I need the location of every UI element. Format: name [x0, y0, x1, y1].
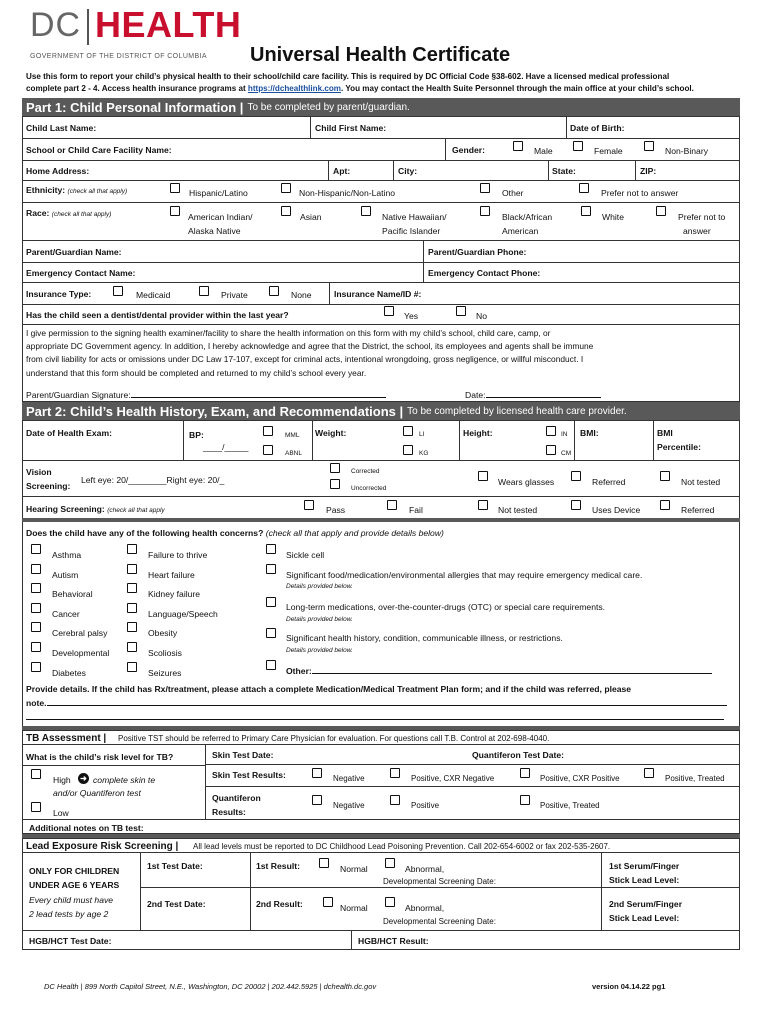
- intro-text: [26, 71, 742, 95]
- hearing-note: (check all that apply: [107, 507, 165, 514]
- gender-nonbinary-label: Non-Binary: [665, 146, 708, 156]
- part1-form: [22, 116, 740, 402]
- concern-longterm-label: Long-term medications, over-the-counter-drugs (OTC) or special care requirements.: [286, 602, 606, 612]
- child-first-name-field[interactable]: Child First Name:: [315, 123, 387, 133]
- ethnicity-other-label: Other: [502, 188, 524, 198]
- hearing-device-checkbox[interactable]: [571, 500, 581, 510]
- concern-col1-0-label: Asthma: [52, 550, 82, 560]
- concern-col1-2-checkbox[interactable]: [31, 583, 41, 593]
- tb-high-note-2: and/or Quantiferon test: [53, 788, 141, 798]
- lead-serum1-label-1: 1st Serum/Finger: [609, 861, 680, 871]
- concerns-question: [26, 528, 444, 538]
- hearing-referred-label: Referred: [681, 505, 715, 515]
- row-school-gender: [23, 139, 739, 161]
- concern-col2-4-label: Obesity: [148, 628, 178, 638]
- ethnicity-prefer-label: Prefer not to answer: [601, 188, 679, 198]
- concern-allergy-checkbox[interactable]: [266, 564, 276, 574]
- weight-field[interactable]: Weight:: [315, 428, 347, 438]
- hgb-result-field[interactable]: HGB/HCT Result:: [358, 936, 429, 946]
- tb-skin-results-row: [206, 765, 739, 787]
- weight-lb-checkbox[interactable]: [403, 426, 413, 436]
- tb-skin-negative-label: Negative: [333, 774, 365, 783]
- ethnicity-nonhispanic-label: Non-Hispanic/Non-Latino: [299, 188, 396, 198]
- tb-quant-negative-label: Negative: [333, 801, 365, 810]
- insurance-none-checkbox[interactable]: [269, 286, 279, 296]
- ethnicity-other-checkbox[interactable]: [480, 183, 490, 193]
- row-exam: [23, 421, 739, 461]
- lead-hgb-row: [23, 930, 739, 950]
- home-address-field[interactable]: Home Address:: [26, 166, 90, 176]
- city-field[interactable]: City:: [398, 166, 418, 176]
- ethnicity-nonhispanic-checkbox[interactable]: [281, 183, 291, 193]
- tb-skin-poscxrpos-label: Positive, CXR Positive: [540, 774, 620, 783]
- concern-col2-3-label: Language/Speech: [148, 609, 218, 619]
- concern-col1-1-label: Autism: [52, 570, 79, 580]
- tb-high-label: High: [53, 775, 71, 785]
- concern-col2-1-checkbox[interactable]: [127, 564, 137, 574]
- concern-col1-1-checkbox[interactable]: [31, 564, 41, 574]
- child-last-name-field[interactable]: Child Last Name:: [26, 123, 97, 133]
- concern-other-label: Other:: [286, 666, 312, 676]
- row-parent: [23, 241, 739, 263]
- gender-male-label: Male: [534, 146, 553, 156]
- hearing-fail-label: Fail: [409, 505, 423, 515]
- footer-version: version 04.14.22 pg1: [592, 982, 666, 991]
- vision-uncorrected-label: Uncorrected: [351, 485, 387, 492]
- vision-uncorrected-checkbox[interactable]: [330, 479, 340, 489]
- insurance-type-label: Insurance Type:: [26, 289, 92, 299]
- dentist-yes-checkbox[interactable]: [384, 306, 394, 316]
- lead-subtitle: All lead levels must be reported to DC Childhood Lead Poisoning Prevention. Call 202-654-6002 or fax 202-535-2607.: [193, 842, 611, 851]
- concern-col1-4-checkbox[interactable]: [31, 622, 41, 632]
- vision-corrected-label: Corrected: [351, 468, 380, 475]
- concern-col2-0-label: Failure to thrive: [148, 550, 208, 560]
- bp-abnl-checkbox[interactable]: [263, 445, 273, 455]
- gender-nonbinary-checkbox[interactable]: [644, 141, 654, 151]
- intro-line-2b: . You may contact the Health Suite Personnel through the main office at your child’s school.: [341, 84, 694, 93]
- concern-col1-5-checkbox[interactable]: [31, 642, 41, 652]
- logo-divider: [87, 9, 89, 45]
- arrow-right-icon: ➜: [78, 773, 89, 784]
- gender-female-label: Female: [594, 146, 623, 156]
- tb-date-row: [206, 745, 739, 765]
- ethnicity-note: (check all that apply): [67, 188, 128, 195]
- race-amind-checkbox[interactable]: [170, 206, 180, 216]
- tb-skin-results-label: Skin Test Results:: [212, 770, 286, 780]
- race-note: (check all that apply): [51, 211, 112, 218]
- emergency-phone-field[interactable]: Emergency Contact Phone:: [428, 268, 541, 278]
- tb-skin-poscxrneg-label: Positive, CXR Negative: [411, 774, 495, 783]
- race-nh-checkbox[interactable]: [361, 206, 371, 216]
- parent-phone-field[interactable]: Parent/Guardian Phone:: [428, 247, 527, 257]
- longterm-details-note: Details provided below.: [286, 616, 353, 623]
- insurance-none-label: None: [291, 290, 312, 300]
- vision-label-1: Vision: [26, 467, 52, 477]
- lead-test1-date-field[interactable]: 1st Test Date:: [147, 861, 203, 871]
- concern-sickle-checkbox[interactable]: [266, 544, 276, 554]
- provide-details-field[interactable]: [26, 698, 727, 708]
- logo-health: HEALTH: [95, 4, 242, 45]
- race-prefer-checkbox[interactable]: [656, 206, 666, 216]
- lead-only-1: ONLY FOR CHILDREN: [29, 866, 120, 876]
- race-black-label-2: American: [502, 226, 539, 236]
- weight-lb-label: LI: [419, 431, 425, 438]
- concern-col2-5-checkbox[interactable]: [127, 642, 137, 652]
- footer-address: DC Health | 899 North Capitol Street, N.E., Washington, DC 20002 | 202.442.5925 | dchealth.dc.gov: [44, 982, 377, 991]
- hearing-pass-label: Pass: [326, 505, 346, 515]
- provide-details-text: Provide details. If the child has Rx/treatment, please attach a complete Medication/Medical Treatment Plan form; and if the child was referred, please: [26, 684, 632, 694]
- concerns-section: [22, 522, 740, 726]
- concern-allergy-label: Significant food/medication/environmental allergies that may require emergency medical care.: [286, 570, 643, 580]
- emergency-name-field[interactable]: Emergency Contact Name:: [26, 268, 136, 278]
- insurance-medicaid-label: Medicaid: [136, 290, 171, 300]
- race-amind-label-1: American Indian/: [188, 212, 253, 222]
- race-label-text: Race:: [26, 208, 50, 218]
- lead-serum2-field[interactable]: Stick Lead Level:: [609, 913, 680, 923]
- parent-name-field[interactable]: Parent/Guardian Name:: [26, 247, 122, 257]
- tb-title: TB Assessment |: [26, 733, 107, 744]
- vision-nottested-checkbox[interactable]: [660, 471, 670, 481]
- lead-info-box: [23, 853, 141, 930]
- dentist-no-label: No: [476, 311, 487, 321]
- insurance-medicaid-checkbox[interactable]: [113, 286, 123, 296]
- race-prefer-label-1: Prefer not to: [678, 212, 726, 222]
- lead-test1-abnormal-checkbox[interactable]: [385, 858, 395, 868]
- ethnicity-label: [26, 185, 127, 195]
- concern-col1-2-label: Behavioral: [52, 589, 93, 599]
- lead-test2-date-field[interactable]: 2nd Test Date:: [147, 899, 206, 909]
- part1-header: [22, 98, 740, 116]
- history-details-note: Details provided below.: [286, 647, 353, 654]
- lead-test1-result-label: 1st Result:: [256, 861, 300, 871]
- height-field[interactable]: Height:: [463, 428, 493, 438]
- gender-male-checkbox[interactable]: [513, 141, 523, 151]
- consent-line-4: understand that this form should be completed and returned to my child’s school every year.: [26, 367, 367, 378]
- part1-subtitle: To be completed by parent/guardian.: [247, 101, 410, 113]
- hearing-fail-checkbox[interactable]: [387, 500, 397, 510]
- race-label: [26, 208, 111, 218]
- height-cm-checkbox[interactable]: [546, 445, 556, 455]
- race-prefer-label-2: answer: [683, 226, 711, 236]
- hearing-label-text: Hearing Screening:: [26, 504, 105, 514]
- gender-label: Gender:: [452, 145, 485, 155]
- tb-subtitle: Positive TST should be referred to Primary Care Physician for evaluation. For questions call T.B. Control at 202-698-4040.: [118, 734, 550, 743]
- lead-every-1: Every child must have: [29, 895, 114, 905]
- concern-col1-0-checkbox[interactable]: [31, 544, 41, 554]
- weight-kg-label: KG: [419, 450, 429, 457]
- bp-abnl-label: ABNL: [285, 450, 302, 457]
- row-dentist: [23, 305, 739, 325]
- tb-quant-negative-checkbox[interactable]: [312, 795, 322, 805]
- logo-subtitle: GOVERNMENT OF THE DISTRICT OF COLUMBIA: [30, 53, 207, 60]
- signature-date-label: Date:: [465, 390, 486, 400]
- logo-dc: DC: [30, 6, 82, 44]
- bp-field[interactable]: BP:: [189, 430, 204, 440]
- row-vision: [23, 461, 739, 497]
- row-child-names: [23, 117, 739, 139]
- allergy-details-note: Details provided below.: [286, 583, 353, 590]
- consent-line-3: from civil liability for acts or omissions under DC Law 17-107, except for criminal acts, intentional wrongdoing, gross negligence, or willful misconduct. I: [26, 354, 584, 365]
- row-race: [23, 203, 739, 241]
- ethnicity-hispanic-checkbox[interactable]: [170, 183, 180, 193]
- signature-field[interactable]: [26, 390, 386, 400]
- lead-serum2-label-1: 2nd Serum/Finger: [609, 899, 683, 909]
- part2-title: Part 2: Child’s Health History, Exam, and Recommendations |: [26, 403, 404, 419]
- concern-col1-5-label: Developmental: [52, 648, 110, 658]
- row-emergency: [23, 263, 739, 283]
- insurance-private-checkbox[interactable]: [199, 286, 209, 296]
- bp-mml-checkbox[interactable]: [263, 426, 273, 436]
- dentist-question: Has the child seen a dentist/dental provider within the last year?: [26, 310, 289, 320]
- vision-glasses-checkbox[interactable]: [478, 471, 488, 481]
- part2-header: [22, 402, 740, 420]
- lead-test1-normal-label: Normal: [340, 864, 368, 874]
- tb-skin-postreated-label: Positive, Treated: [665, 774, 725, 783]
- bp-mml-label: MML: [285, 432, 300, 439]
- intro-line-1: Use this form to report your child’s physical health to their school/child care facility. This is required by DC Official Code §38-602. Have a licensed medical professional: [26, 72, 670, 81]
- race-white-checkbox[interactable]: [581, 206, 591, 216]
- concern-col1-3-label: Cancer: [52, 609, 80, 619]
- lead-section: [22, 838, 740, 950]
- state-field[interactable]: State:: [552, 166, 576, 176]
- tb-quant-positive-label: Positive: [411, 801, 440, 810]
- row-ethnicity: [23, 181, 739, 203]
- consent-text: [26, 327, 738, 380]
- tb-quant-postreated-label: Positive, Treated: [540, 801, 600, 810]
- race-white-label: White: [602, 212, 624, 222]
- concern-history-label: Significant health history, condition, communicable illness, or restrictions.: [286, 633, 563, 643]
- lead-test2-normal-checkbox[interactable]: [323, 897, 333, 907]
- race-asian-label: Asian: [300, 212, 322, 222]
- bmi-field[interactable]: BMI:: [580, 428, 599, 438]
- tb-high-note-1: complete skin te: [93, 775, 156, 785]
- lead-test1-normal-checkbox[interactable]: [319, 858, 329, 868]
- concern-history-checkbox[interactable]: [266, 628, 276, 638]
- tb-skin-postreated-checkbox[interactable]: [644, 768, 654, 778]
- tb-skin-poscxrpos-checkbox[interactable]: [520, 768, 530, 778]
- race-black-checkbox[interactable]: [480, 206, 490, 216]
- tb-quant-results-label-1: Quantiferon: [212, 793, 261, 803]
- tb-risk-box: [23, 745, 206, 819]
- lead-title: Lead Exposure Risk Screening |: [26, 841, 179, 852]
- insurance-name-field[interactable]: Insurance Name/ID #:: [334, 289, 422, 299]
- concern-col1-6-checkbox[interactable]: [31, 662, 41, 672]
- lead-every-2: 2 lead tests by age 2: [29, 909, 109, 919]
- lead-test1-devscreen-field[interactable]: Developmental Screening Date:: [383, 877, 496, 886]
- lead-serum1-field[interactable]: Stick Lead Level:: [609, 875, 680, 885]
- tb-quant-results-row: [206, 787, 739, 819]
- tb-quant-results-label-2: Results:: [212, 807, 246, 817]
- bp-blank[interactable]: ____/_____: [203, 442, 249, 452]
- consent-line-1: I give permission to the signing health examiner/facility to share the health information on this form with my child’s school, child care, camp, or: [26, 328, 551, 338]
- concern-col2-5-label: Scoliosis: [148, 648, 182, 658]
- intro-line-2a: complete part 2 - 4. Access health insurance programs at: [26, 84, 248, 93]
- exam-date-field[interactable]: Date of Health Exam:: [26, 428, 112, 438]
- concern-col2-4-checkbox[interactable]: [127, 622, 137, 632]
- race-amind-label-2: Alaska Native: [188, 226, 241, 236]
- concern-col2-0-checkbox[interactable]: [127, 544, 137, 554]
- concern-col2-6-checkbox[interactable]: [127, 662, 137, 672]
- page-title: Universal Health Certificate: [250, 44, 511, 66]
- concern-col1-4-label: Cerebral palsy: [52, 628, 108, 638]
- hearing-label: [26, 504, 165, 514]
- hearing-nottested-label: Not tested: [498, 505, 538, 515]
- concern-sickle-label: Sickle cell: [286, 550, 325, 560]
- bmi-percentile-label-1: BMI: [657, 428, 673, 438]
- height-in-checkbox[interactable]: [546, 426, 556, 436]
- race-asian-checkbox[interactable]: [281, 206, 291, 216]
- lead-test2-abnormal-checkbox[interactable]: [385, 897, 395, 907]
- lead-only-2: UNDER AGE 6 YEARS: [29, 880, 120, 890]
- gender-female-checkbox[interactable]: [573, 141, 583, 151]
- race-black-label-1: Black/African: [502, 212, 553, 222]
- ethnicity-prefer-checkbox[interactable]: [579, 183, 589, 193]
- intro-line-2: [26, 83, 742, 95]
- vision-corrected-checkbox[interactable]: [330, 463, 340, 473]
- concerns-question-text: Does the child have any of the following health concerns?: [26, 528, 264, 538]
- tb-quant-date-field[interactable]: Quantiferon Test Date:: [472, 750, 564, 760]
- dentist-yes-label: Yes: [404, 311, 419, 321]
- signature-date-field[interactable]: [465, 390, 601, 400]
- lead-test1-row: [141, 853, 739, 888]
- concern-longterm-checkbox[interactable]: [266, 597, 276, 607]
- zip-field[interactable]: ZIP:: [640, 166, 657, 176]
- apt-field[interactable]: Apt:: [333, 166, 351, 176]
- row-address: [23, 161, 739, 181]
- row-hearing: [23, 497, 739, 519]
- vision-referred-checkbox[interactable]: [571, 471, 581, 481]
- tb-high-checkbox[interactable]: [31, 769, 41, 779]
- concern-other-field[interactable]: [286, 666, 712, 676]
- provide-details-note-label: note.: [26, 698, 47, 708]
- concern-col2-2-label: Kidney failure: [148, 589, 201, 599]
- tb-skin-date-field[interactable]: Skin Test Date:: [212, 750, 274, 760]
- concerns-note: (check all that apply and provide details below): [265, 528, 444, 538]
- dchealthlink-link[interactable]: https://dchealthlink.com: [247, 84, 341, 93]
- tb-low-checkbox[interactable]: [31, 802, 41, 812]
- hearing-device-label: Uses Device: [592, 505, 641, 515]
- hgb-date-field[interactable]: HGB/HCT Test Date:: [29, 936, 112, 946]
- concern-col2-2-checkbox[interactable]: [127, 583, 137, 593]
- part1-title: Part 1: Child Personal Information |: [26, 99, 244, 115]
- height-in-label: IN: [561, 431, 568, 438]
- vision-referred-label: Referred: [592, 477, 626, 487]
- race-nh-label-2: Pacific Islander: [382, 226, 441, 236]
- vision-nottested-label: Not tested: [681, 477, 721, 487]
- hearing-referred-checkbox[interactable]: [660, 500, 670, 510]
- school-name-field[interactable]: School or Child Care Facility Name:: [26, 145, 172, 155]
- lead-header: [23, 839, 739, 853]
- dentist-no-checkbox[interactable]: [456, 306, 466, 316]
- lead-test2-result-label: 2nd Result:: [256, 899, 303, 909]
- signature-label: Parent/Guardian Signature:: [26, 390, 131, 400]
- tb-header: [23, 731, 739, 745]
- bmi-percentile-field[interactable]: Percentile:: [657, 442, 701, 452]
- tb-notes-field[interactable]: Additional notes on TB test:: [29, 823, 144, 833]
- lead-test2-row: [141, 888, 739, 930]
- ethnicity-hispanic-label: Hispanic/Latino: [189, 188, 248, 198]
- row-insurance: [23, 283, 739, 305]
- tb-notes-row: [23, 819, 739, 833]
- details-line-2[interactable]: [26, 719, 724, 720]
- race-nh-label-1: Native Hawaiian/: [382, 212, 447, 222]
- concern-col2-3-checkbox[interactable]: [127, 603, 137, 613]
- ethnicity-label-text: Ethnicity:: [26, 185, 66, 195]
- dob-field[interactable]: Date of Birth:: [570, 123, 625, 133]
- lead-test1-abnormal-label: Abnormal,: [405, 864, 445, 874]
- vision-glasses-label: Wears glasses: [498, 477, 555, 487]
- tb-section: [22, 730, 740, 834]
- consent-line-2: appropriate DC Government agency. In addition, I hereby acknowledge and agree that the District, the school, its employees and agents shall be immune: [26, 341, 594, 352]
- insurance-private-label: Private: [221, 290, 248, 300]
- concern-other-checkbox[interactable]: [266, 660, 276, 670]
- lead-test2-normal-label: Normal: [340, 903, 368, 913]
- lead-test2-devscreen-field[interactable]: Developmental Screening Date:: [383, 917, 496, 926]
- height-cm-label: CM: [561, 450, 572, 457]
- part2-subtitle: To be completed by licensed health care provider.: [407, 405, 627, 417]
- concern-col1-3-checkbox[interactable]: [31, 603, 41, 613]
- hearing-pass-checkbox[interactable]: [304, 500, 314, 510]
- weight-kg-checkbox[interactable]: [403, 445, 413, 455]
- concern-col2-1-label: Heart failure: [148, 570, 195, 580]
- tb-quant-positive-checkbox[interactable]: [390, 795, 400, 805]
- vision-eyes-field[interactable]: Left eye: 20/________Right eye: 20/_: [81, 475, 225, 485]
- vision-label-2: Screening:: [26, 481, 71, 491]
- tb-quant-postreated-checkbox[interactable]: [520, 795, 530, 805]
- lead-test2-abnormal-label: Abnormal,: [405, 903, 445, 913]
- tb-low-label: Low: [53, 808, 69, 818]
- concern-col2-6-label: Seizures: [148, 668, 182, 678]
- hearing-nottested-checkbox[interactable]: [478, 500, 488, 510]
- concern-col1-6-label: Diabetes: [52, 668, 86, 678]
- tb-risk-question: What is the child’s risk level for TB?: [26, 752, 174, 762]
- tb-skin-negative-checkbox[interactable]: [312, 768, 322, 778]
- tb-skin-poscxrneg-checkbox[interactable]: [390, 768, 400, 778]
